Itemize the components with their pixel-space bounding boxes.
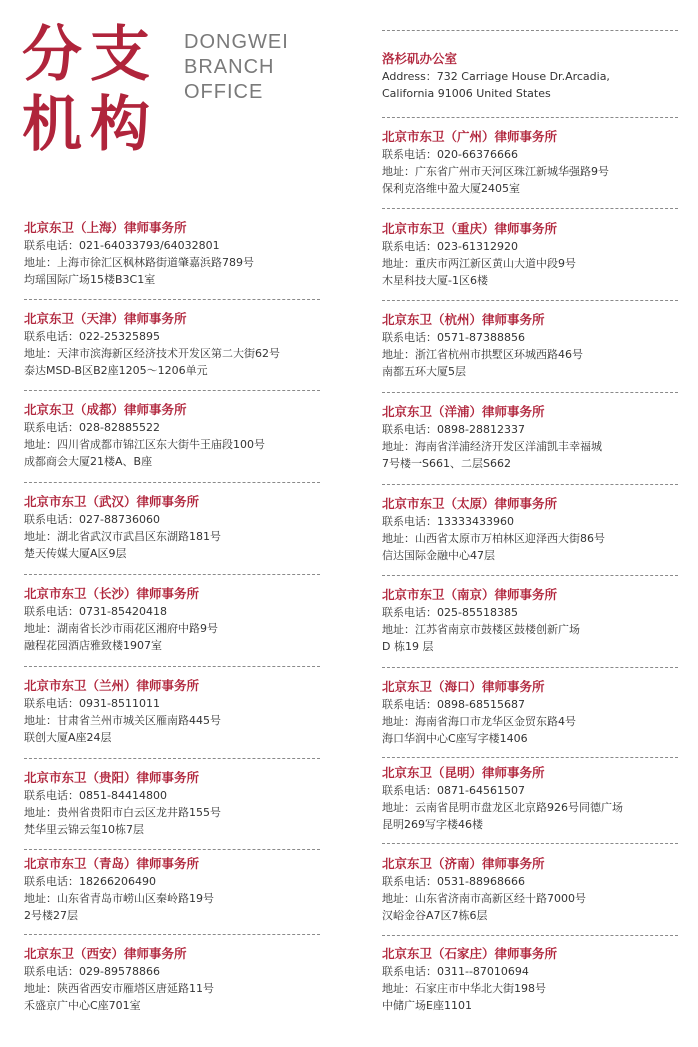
dashed-divider (24, 574, 320, 575)
office-entry (382, 495, 682, 564)
office-entry (24, 401, 324, 470)
office-phone: 联系电话：021-64033793/64032801 (24, 239, 220, 252)
office-phone: 联系电话：025-85518385 (382, 606, 518, 619)
office-name: 北京市东卫（青岛）律师事务所 (24, 856, 200, 871)
office-phone: 联系电话：0311--87010694 (382, 965, 529, 978)
office-phone: 联系电话：020-66376666 (382, 148, 518, 161)
dashed-divider (24, 482, 320, 483)
office-entry (382, 945, 682, 1014)
dashed-divider (24, 934, 320, 935)
dashed-divider (24, 849, 320, 850)
office-address-cont: 南都五环大厦5层 (382, 365, 466, 378)
dashed-divider (382, 392, 678, 393)
office-address: 地址：天津市滨海新区经济技术开发区第二大街62号 (24, 347, 280, 360)
page-title-line-2: 机构 (22, 90, 158, 160)
office-phone: 联系电话：0731-85420418 (24, 605, 167, 618)
office-address: 地址：海南省海口市龙华区金贸东路4号 (382, 715, 576, 728)
office-phone: 联系电话：18266206490 (24, 875, 156, 888)
office-address-cont: 梵华里云锦云玺10栋7层 (24, 823, 144, 836)
office-address-cont: 2号楼27层 (24, 909, 78, 922)
office-entry (24, 493, 324, 562)
office-address-cont: 汉峪金谷A7区7栋6层 (382, 909, 488, 922)
office-address-cont: 成都商会大厦21楼A、B座 (24, 455, 153, 468)
office-name: 北京东卫（上海）律师事务所 (24, 220, 187, 235)
office-name: 北京东卫（洋浦）律师事务所 (382, 404, 545, 419)
office-phone: 联系电话：13333433960 (382, 515, 514, 528)
office-phone: 联系电话：027-88736060 (24, 513, 160, 526)
office-name: 北京市东卫（广州）律师事务所 (382, 129, 558, 144)
office-address: 地址：湖南省长沙市雨花区湘府中路9号 (24, 622, 218, 635)
office-entry (382, 764, 682, 833)
office-address: 地址：贵州省贵阳市白云区龙井路155号 (24, 806, 221, 819)
office-name: 北京市东卫（贵阳）律师事务所 (24, 770, 200, 785)
office-entry (382, 50, 682, 102)
office-entry (24, 769, 324, 838)
office-address-cont: 联创大厦A座24层 (24, 731, 112, 744)
office-phone: 联系电话：0898-28812337 (382, 423, 525, 436)
office-phone: 联系电话：0531-88968666 (382, 875, 525, 888)
office-address: 地址：陕西省西安市雁塔区唐延路11号 (24, 982, 214, 995)
office-phone: 联系电话：0851-84414800 (24, 789, 167, 802)
office-address-cont: 木星科技大厦-1区6楼 (382, 274, 488, 287)
page-title-english (184, 30, 289, 105)
office-name: 北京东卫（成都）律师事务所 (24, 402, 187, 417)
office-name: 北京东卫（西安）律师事务所 (24, 946, 187, 961)
office-entry (382, 855, 682, 924)
dashed-divider (24, 758, 320, 759)
office-entry (382, 586, 682, 655)
page-title-chinese (22, 20, 158, 160)
office-address: Address：732 Carriage House Dr.Arcadia, (382, 70, 610, 83)
office-phone: 联系电话：023-61312920 (382, 240, 518, 253)
office-address: 地址：甘肃省兰州市城关区雁南路445号 (24, 714, 221, 727)
office-address: 地址：海南省洋浦经济开发区洋浦凯丰幸福城 (382, 440, 602, 453)
office-name: 北京东卫（海口）律师事务所 (382, 679, 545, 694)
office-entry (24, 677, 324, 746)
dashed-divider (382, 575, 678, 576)
office-address-cont: D 栋19 层 (382, 640, 434, 653)
page-title-en-line-1: DONGWEI (184, 31, 289, 53)
office-phone: 联系电话：029-89578866 (24, 965, 160, 978)
office-entry (382, 128, 682, 197)
office-phone: 联系电话：0931-8511011 (24, 697, 160, 710)
dashed-divider (24, 666, 320, 667)
office-address-cont: 均瑶国际广场15楼B3C1室 (24, 273, 156, 286)
office-address: 地址：石家庄市中华北大街198号 (382, 982, 546, 995)
page-title-en-line-3: OFFICE (184, 81, 264, 103)
office-phone: 联系电话：0871-64561507 (382, 784, 525, 797)
office-phone: 联系电话：028-82885522 (24, 421, 160, 434)
office-phone: 联系电话：022-25325895 (24, 330, 160, 343)
dashed-divider (382, 843, 678, 844)
office-entry (24, 310, 324, 379)
dashed-divider (24, 390, 320, 391)
office-address-cont: 中储广场E座1101 (382, 999, 472, 1012)
office-address-cont: 泰达MSD-B区B2座1205～1206单元 (24, 364, 208, 377)
office-entry (382, 311, 682, 380)
office-name: 北京东卫（石家庄）律师事务所 (382, 946, 558, 961)
office-name: 洛杉矶办公室 (382, 51, 458, 66)
office-entry (382, 220, 682, 289)
office-address-cont: California 91006 United States (382, 87, 551, 100)
dashed-divider (382, 484, 678, 485)
dashed-divider (382, 667, 678, 668)
office-entry (24, 219, 324, 288)
office-address-cont: 海口华润中心C座写字楼1406 (382, 732, 528, 745)
office-address: 地址：四川省成都市锦江区东大街牛王庙段100号 (24, 438, 265, 451)
dashed-divider (382, 935, 678, 936)
office-address: 地址：江苏省南京市鼓楼区鼓楼创新广场 (382, 623, 580, 636)
office-phone: 联系电话：0571-87388856 (382, 331, 525, 344)
office-name: 北京市东卫（重庆）律师事务所 (382, 221, 558, 236)
office-name: 北京市东卫（武汉）律师事务所 (24, 494, 200, 509)
office-phone: 联系电话：0898-68515687 (382, 698, 525, 711)
office-address-cont: 信达国际金融中心47层 (382, 549, 495, 562)
page-title-line-1: 分支 (22, 20, 158, 90)
office-address: 地址：云南省昆明市盘龙区北京路926号同德广场 (382, 801, 623, 814)
office-name: 北京市东卫（兰州）律师事务所 (24, 678, 200, 693)
dashed-divider (382, 208, 678, 209)
office-name: 北京市东卫（太原）律师事务所 (382, 496, 558, 511)
office-address-cont: 融程花园酒店雅致楼1907室 (24, 639, 162, 652)
office-entry (24, 855, 324, 924)
office-address: 地址：重庆市两江新区黄山大道中段9号 (382, 257, 576, 270)
office-entry (382, 678, 682, 747)
office-address-cont: 昆明269写字楼46楼 (382, 818, 483, 831)
office-name: 北京东卫（杭州）律师事务所 (382, 312, 545, 327)
dashed-divider (382, 300, 678, 301)
office-address: 地址：浙江省杭州市拱墅区环城西路46号 (382, 348, 583, 361)
dashed-divider (24, 299, 320, 300)
office-name: 北京市东卫（南京）律师事务所 (382, 587, 558, 602)
dashed-divider (382, 30, 678, 31)
office-entry (24, 945, 324, 1014)
office-entry (24, 585, 324, 654)
dashed-divider (382, 757, 678, 758)
office-address: 地址：上海市徐汇区枫林路街道肇嘉浜路789号 (24, 256, 254, 269)
dashed-divider (382, 117, 678, 118)
office-address-cont: 保利克洛维中盈大厦2405室 (382, 182, 520, 195)
office-address-cont: 禾盛京广中心C座701室 (24, 999, 141, 1012)
office-address-cont: 楚天传媒大厦A区9层 (24, 547, 127, 560)
office-name: 北京东卫（济南）律师事务所 (382, 856, 545, 871)
office-address: 地址：山东省青岛市崂山区秦岭路19号 (24, 892, 214, 905)
office-address: 地址：广东省广州市天河区珠江新城华强路9号 (382, 165, 609, 178)
office-address: 地址：湖北省武汉市武昌区东湖路181号 (24, 530, 221, 543)
office-name: 北京东卫（天津）律师事务所 (24, 311, 187, 326)
office-name: 北京东卫（昆明）律师事务所 (382, 765, 545, 780)
page-title-en-line-2: BRANCH (184, 56, 275, 78)
office-address: 地址：山西省太原市万柏林区迎泽西大街86号 (382, 532, 605, 545)
office-address-cont: 7号楼一S661、二层S662 (382, 457, 511, 470)
office-entry (382, 403, 682, 472)
office-name: 北京市东卫（长沙）律师事务所 (24, 586, 200, 601)
office-address: 地址：山东省济南市高新区经十路7000号 (382, 892, 586, 905)
